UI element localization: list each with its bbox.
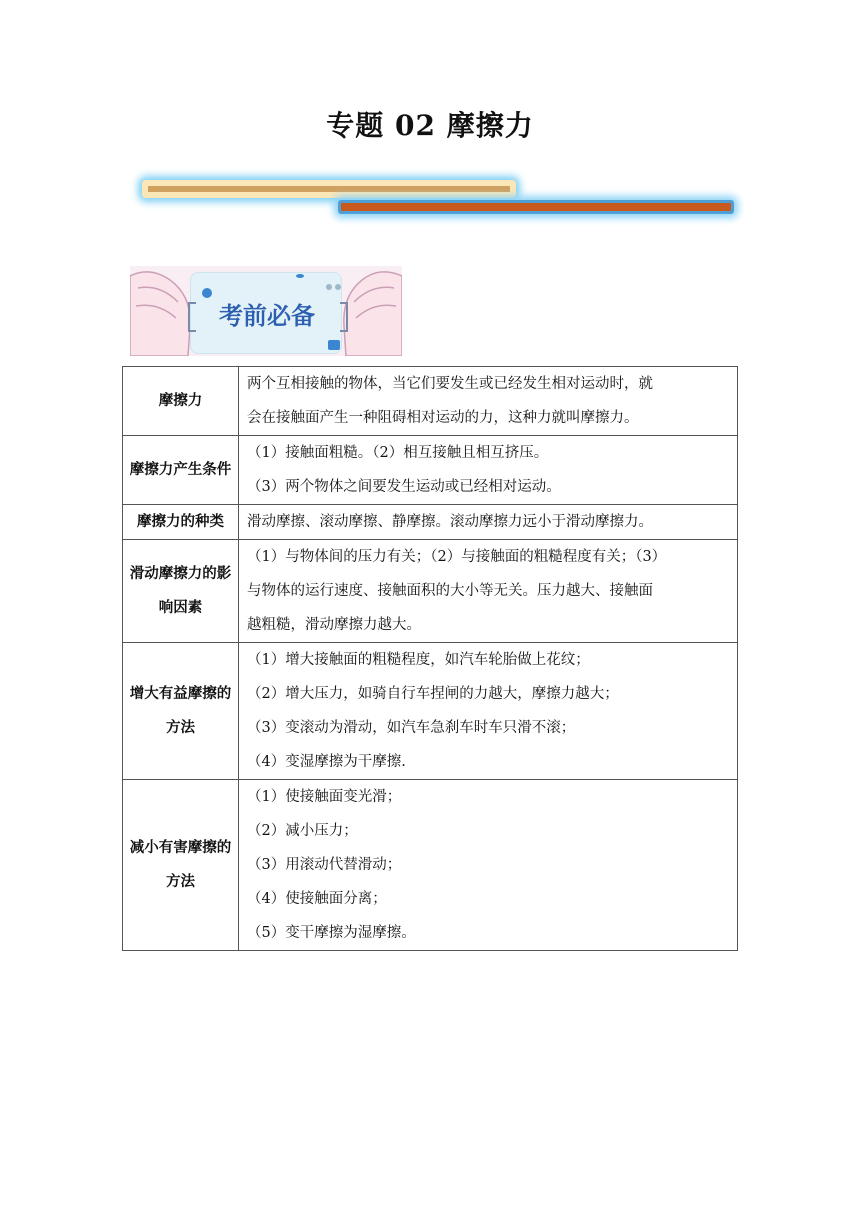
row-content bbox=[239, 367, 738, 436]
page-title: 专题 02 摩擦力 bbox=[326, 109, 534, 142]
content-line: （1）使接触面变光滑； bbox=[247, 789, 402, 805]
row-header: 减小有害摩擦的方法 bbox=[123, 780, 239, 951]
row-header: 滑动摩擦力的影响因素 bbox=[123, 540, 239, 643]
row-content bbox=[239, 436, 738, 505]
content-line: （1）接触面粗糙。（2）相互接触且相互挤压。 bbox=[247, 445, 549, 461]
row-content bbox=[239, 780, 738, 951]
content-line: 滑动摩擦、滚动摩擦、静摩擦。滚动摩擦力远小于滑动摩擦力。 bbox=[247, 514, 653, 530]
table-row bbox=[123, 436, 738, 505]
row-header: 摩擦力 bbox=[123, 367, 239, 436]
friction-table bbox=[122, 366, 738, 951]
banner-dot bbox=[335, 284, 341, 290]
content-line: 会在接触面产生一种阻碍相对运动的力，这种力就叫摩擦力。 bbox=[247, 410, 639, 426]
content-line: （5）变干摩擦为湿摩擦。 bbox=[247, 925, 416, 941]
content-line: （3）两个物体之间要发生运动或已经相对运动。 bbox=[247, 479, 561, 495]
row-header: 摩擦力的种类 bbox=[123, 505, 239, 540]
banner-dot bbox=[326, 284, 332, 290]
chat-bubble-icon bbox=[328, 340, 340, 350]
row-content bbox=[239, 505, 738, 540]
table-row bbox=[123, 505, 738, 540]
content-line: （2）增大压力，如骑自行车捏闸的力越大，摩擦力越大； bbox=[247, 686, 619, 702]
row-header: 增大有益摩擦的方法 bbox=[123, 643, 239, 780]
row-content bbox=[239, 643, 738, 780]
table-row bbox=[123, 780, 738, 951]
table-row bbox=[123, 540, 738, 643]
content-line: 两个互相接触的物体，当它们要发生或已经发生相对运动时，就 bbox=[247, 376, 653, 392]
content-line: 越粗糙，滑动摩擦力越大。 bbox=[247, 617, 421, 633]
content-line: （1）与物体间的压力有关；（2）与接触面的粗糙程度有关；（3） bbox=[247, 549, 667, 565]
row-header: 摩擦力产生条件 bbox=[123, 436, 239, 505]
table-row bbox=[123, 367, 738, 436]
content-line: （4）使接触面分离； bbox=[247, 891, 387, 907]
table-row bbox=[123, 643, 738, 780]
content-line: （2）减小压力； bbox=[247, 823, 358, 839]
content-line: （3）用滚动代替滑动； bbox=[247, 857, 402, 873]
decorative-bar-bottom bbox=[338, 200, 734, 214]
content-line: （4）变湿摩擦为干摩擦. bbox=[247, 754, 406, 770]
banner-dot bbox=[296, 274, 304, 278]
content-line: 与物体的运行速度、接触面积的大小等无关。压力越大、接触面 bbox=[247, 583, 653, 599]
content-line: （3）变滚动为滑动，如汽车急刹车时车只滑不滚； bbox=[247, 720, 576, 736]
section-banner bbox=[130, 266, 402, 356]
decorative-bar-top bbox=[142, 180, 516, 198]
banner-label: 考前必备 bbox=[219, 302, 315, 330]
row-content bbox=[239, 540, 738, 643]
content-line: （1）增大接触面的粗糙程度，如汽车轮胎做上花纹； bbox=[247, 652, 590, 668]
